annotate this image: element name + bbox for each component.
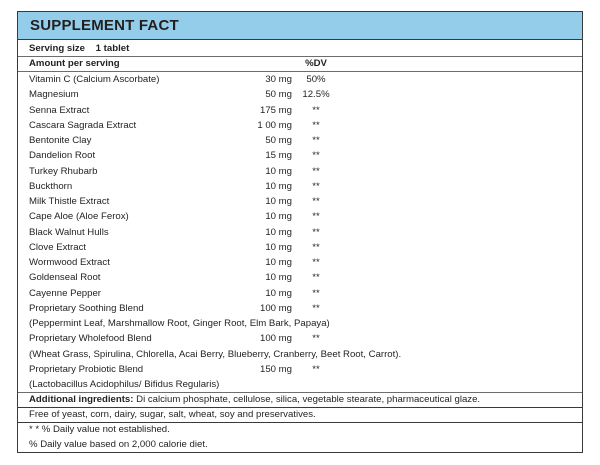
nutrient-row [18, 210, 582, 225]
nutrient-name: Magnesium [29, 89, 79, 101]
nutrient-amount: 10 mg [265, 165, 292, 177]
nutrient-name: Wormwood Extract [29, 257, 110, 268]
nutrient-row [18, 317, 582, 332]
serving-size-value: 1 tablet [95, 43, 130, 54]
nutrient-name: Clove Extract [29, 241, 87, 253]
nutrient-row [18, 241, 582, 256]
nutrient-amount: 10 mg [265, 226, 292, 238]
footnote-dv-not-established: * * % Daily value not established. [29, 424, 170, 435]
nutrient-dv: ** [312, 104, 320, 116]
nutrient-amount: 50 mg [265, 89, 292, 101]
nutrient-dv: ** [312, 333, 320, 345]
nutrient-dv: ** [312, 165, 320, 177]
additional-ingredients-text: Di calcium phosphate, cellulose, silica, vegetable stearate, pharmaceutical glaze. [136, 394, 481, 405]
nutrient-name: (Peppermint Leaf, Marshmallow Root, Ginger Root, Elm Bark, Papaya) [29, 318, 330, 329]
nutrient-name: Vitamin C (Calcium Ascorbate) [29, 74, 160, 85]
nutrient-amount: 15 mg [265, 150, 292, 162]
divider [18, 392, 582, 393]
nutrient-dv: ** [312, 150, 320, 162]
nutrient-amount: 30 mg [265, 74, 292, 85]
footnote-calorie-diet: % Daily value based on 2,000 calorie diet. [29, 439, 208, 450]
nutrient-row [18, 195, 582, 210]
nutrient-dv: ** [312, 302, 320, 314]
panel-title: SUPPLEMENT FACT [30, 17, 179, 34]
nutrient-dv: ** [312, 226, 320, 238]
serving-size [29, 43, 129, 55]
nutrient-amount: 10 mg [265, 272, 292, 284]
nutrient-row [18, 119, 582, 134]
nutrient-row [18, 378, 582, 393]
free-of-statement: Free of yeast, corn, dairy, sugar, salt, wheat, soy and preservatives. [29, 409, 316, 420]
nutrient-name: Turkey Rhubarb [29, 165, 98, 177]
nutrient-row [18, 271, 582, 286]
nutrient-name: Black Walnut Hulls [29, 226, 109, 238]
additional-ingredients-label: Additional ingredients: [29, 394, 134, 405]
nutrient-name: Dandelion Root [29, 150, 96, 162]
additional-ingredients [29, 394, 480, 406]
nutrient-row [18, 287, 582, 302]
divider [18, 422, 582, 423]
nutrient-name: Cape Aloe (Aloe Ferox) [29, 211, 129, 223]
nutrient-dv: ** [312, 241, 320, 253]
nutrient-row [18, 88, 582, 103]
nutrient-amount: 50 mg [265, 135, 292, 146]
nutrient-row [18, 363, 582, 378]
nutrient-dv: ** [312, 135, 320, 146]
nutrient-amount: 1 00 mg [257, 119, 292, 131]
nutrient-name: Proprietary Wholefood Blend [29, 333, 152, 345]
nutrient-row [18, 302, 582, 317]
nutrient-amount: 10 mg [265, 180, 292, 192]
nutrient-amount: 175 mg [260, 104, 292, 116]
nutrient-name: (Wheat Grass, Spirulina, Chlorella, Acai Berry, Blueberry, Cranberry, Beet Root, Carrot). [29, 348, 402, 360]
nutrient-dv: 12.5% [302, 89, 330, 101]
nutrient-name: Cayenne Pepper [29, 287, 102, 299]
nutrient-name: Goldenseal Root [29, 272, 101, 284]
nutrient-row [18, 256, 582, 271]
nutrient-row [18, 104, 582, 119]
nutrient-amount: 10 mg [265, 211, 292, 223]
dv-heading: %DV [305, 58, 327, 69]
nutrient-dv: ** [312, 257, 320, 268]
nutrient-name: Bentonite Clay [29, 135, 92, 146]
nutrient-dv: ** [312, 196, 320, 207]
nutrient-row [18, 165, 582, 180]
nutrient-amount: 100 mg [260, 302, 292, 314]
nutrient-row [18, 226, 582, 241]
nutrient-dv: 50% [306, 74, 326, 85]
nutrient-amount: 10 mg [265, 257, 292, 268]
nutrient-amount: 150 mg [260, 363, 292, 375]
nutrient-amount: 10 mg [265, 241, 292, 253]
nutrient-dv: ** [312, 287, 320, 299]
panel-header [18, 12, 582, 40]
nutrient-row [18, 149, 582, 164]
nutrient-name: Buckthorn [29, 180, 73, 192]
nutrient-name: Milk Thistle Extract [29, 196, 110, 207]
nutrient-dv: ** [312, 272, 320, 284]
nutrient-dv: ** [312, 363, 320, 375]
divider [18, 71, 582, 72]
amount-per-serving-heading: Amount per serving [29, 58, 120, 69]
supplement-facts-panel [17, 11, 583, 453]
nutrient-row [18, 73, 582, 88]
serving-size-label: Serving size [29, 43, 85, 54]
nutrient-dv: ** [312, 180, 320, 192]
nutrient-dv: ** [312, 211, 320, 223]
nutrient-name: Cascara Sagrada Extract [29, 119, 137, 131]
nutrient-dv: ** [312, 119, 320, 131]
nutrient-amount: 100 mg [260, 333, 292, 345]
divider [18, 407, 582, 408]
nutrient-amount: 10 mg [265, 287, 292, 299]
divider [18, 56, 582, 57]
nutrient-name: (Lactobacillus Acidophilus/ Bifidus Regularis) [29, 379, 220, 390]
nutrient-name: Senna Extract [29, 104, 90, 116]
nutrient-row [18, 332, 582, 347]
nutrient-row [18, 134, 582, 149]
nutrient-amount: 10 mg [265, 196, 292, 207]
nutrient-row [18, 180, 582, 195]
nutrient-name: Proprietary Probiotic Blend [29, 363, 144, 375]
nutrient-row [18, 348, 582, 363]
nutrient-name: Proprietary Soothing Blend [29, 302, 144, 314]
